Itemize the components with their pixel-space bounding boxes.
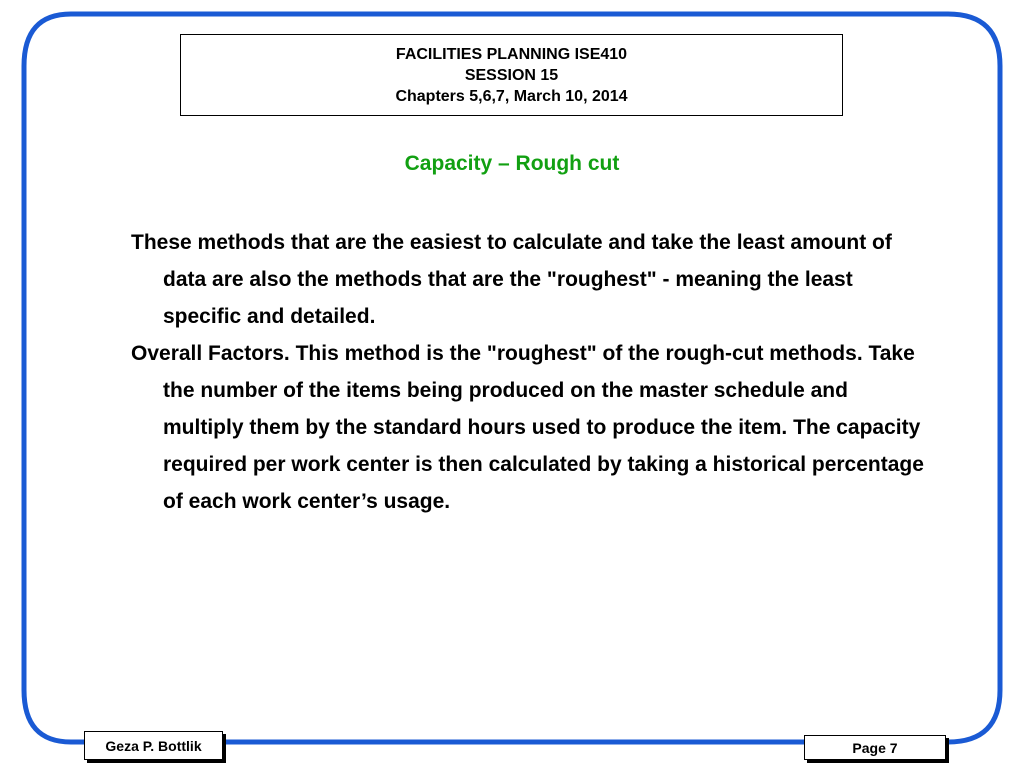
slide-body [131, 224, 931, 520]
page-number: Page 7 [804, 735, 946, 760]
session-label: SESSION 15 [464, 66, 559, 84]
body-paragraph-methods: These methods that are the easiest to calculate and take the least amount of data are also the methods that are the "roughest" - meaning the least specific and detailed. [131, 231, 892, 328]
course-title: FACILITIES PLANNING ISE410 [395, 45, 628, 63]
slide-title: Capacity – Rough cut [404, 152, 620, 175]
body-paragraph-overall-factors: Overall Factors. This method is the "roughest" of the rough-cut methods. Take the number of the items being produced on the master schedule and multiply them by the standard hours used to produce the item. The capacity required per work center is then calculated by taking a historical percentage of each work center’s usage. [131, 342, 924, 513]
author-label: Geza P. Bottlik [84, 731, 223, 760]
chapters-date: Chapters 5,6,7, March 10, 2014 [395, 87, 628, 105]
course-header-box [180, 34, 843, 116]
